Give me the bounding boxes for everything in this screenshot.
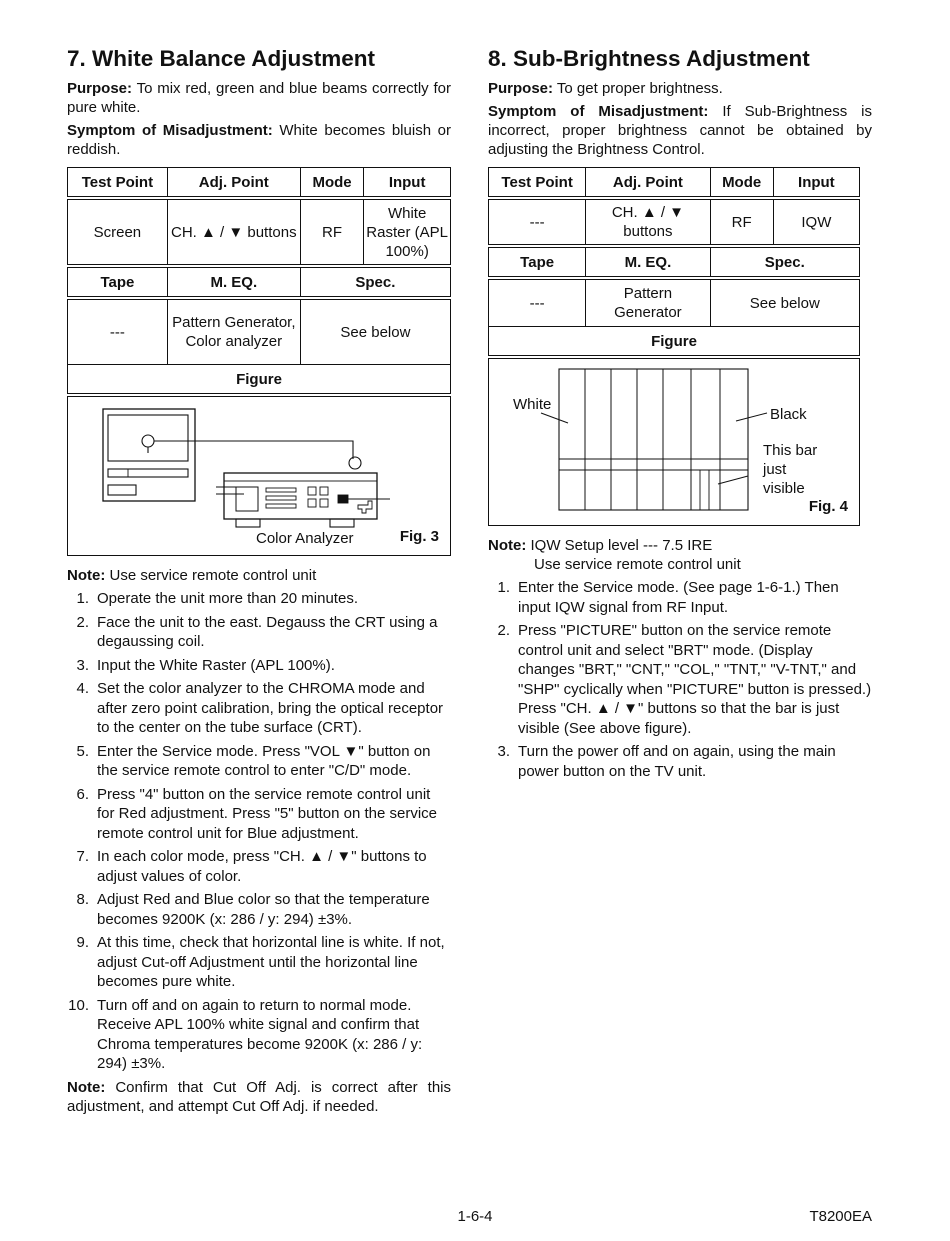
note-text: Use service remote control unit: [534, 556, 741, 574]
section-white-balance: [67, 44, 451, 1120]
purpose-label: Purpose:: [488, 80, 554, 98]
step-text: Enter the Service mode. (See page 1-6-1.) Then input IQW signal from RF Input.: [518, 579, 839, 616]
section-sub-brightness: [488, 44, 872, 785]
list-item: [67, 890, 451, 929]
step-text: Face the unit to the east. Degauss the CRT using a degaussing coil.: [97, 613, 438, 651]
header-figure: Figure: [68, 365, 451, 396]
step-number: 5.: [76, 742, 89, 760]
step-text: Enter the Service mode. Press "VOL ▼" button on the service remote control to enter "C/D" mode.: [97, 742, 431, 780]
step-text: Turn off and on again to return to normal mode. Receive APL 100% white signal and confirm that Chroma temperatures become 9200K (x: 286 / y: 294) ±3%.: [97, 996, 423, 1073]
symptom-label: Symptom of Misadjustment:: [67, 122, 273, 140]
cell-spec: See below: [300, 298, 450, 365]
cell-mode: RF: [710, 198, 773, 246]
section-title: 7. White Balance Adjustment: [67, 46, 375, 71]
note-final: [67, 1078, 451, 1116]
page-number: 1-6-4: [457, 1208, 493, 1225]
color-analyzer-figure: [68, 397, 448, 555]
cell-test-point: Screen: [68, 198, 168, 266]
procedure-list: [488, 578, 872, 781]
figure-cell: [489, 357, 860, 526]
step-number: 3.: [497, 743, 510, 761]
color-analyzer-device: [224, 473, 377, 519]
step-number: 1.: [497, 579, 510, 597]
step-text: Input the White Raster (APL 100%).: [97, 656, 335, 674]
figure-cell: [68, 395, 451, 556]
tv-cabinet: [103, 409, 195, 501]
probe-cable: [154, 441, 353, 459]
header-adj-point: Adj. Point: [167, 168, 300, 199]
label-black: Black: [770, 406, 807, 424]
step-number: 2.: [76, 613, 89, 631]
header-meq: M. EQ.: [586, 246, 710, 278]
header-mode: Mode: [710, 168, 773, 199]
optical-receptor-icon: [142, 435, 154, 447]
section-title: 8. Sub-Brightness Adjustment: [488, 46, 810, 71]
list-item: [488, 742, 872, 781]
header-input: Input: [773, 168, 859, 199]
list-item: [67, 589, 451, 609]
step-text: Press "4" button on the service remote control unit for Red adjustment. Press "5" button on the service remote control unit for Blue adjustment.: [97, 785, 437, 842]
procedure-list: [67, 589, 451, 1074]
header-adj-point: Adj. Point: [586, 168, 710, 199]
header-mode: Mode: [300, 168, 363, 199]
tv-panel: [108, 485, 136, 495]
cell-adj-point: CH. ▲ / ▼ buttons: [586, 198, 710, 246]
step-text: Turn the power off and on again, using the main power button on the TV unit.: [518, 743, 836, 780]
note-text: Confirm that Cut Off Adj. is correct after this adjustment, and attempt Cut Off Adj. if needed.: [67, 1078, 452, 1115]
step-number: 7.: [76, 848, 89, 866]
header-tape: Tape: [68, 266, 168, 298]
tv-vcr-slot: [108, 469, 188, 477]
cell-tape: ---: [68, 298, 168, 365]
step-number: 6.: [76, 785, 89, 803]
header-input: Input: [364, 168, 451, 199]
step-text: At this time, check that horizontal line is white. If not, adjust Cut-off Adjustment until the horizontal line becomes pure white.: [97, 934, 445, 991]
header-meq: M. EQ.: [167, 266, 300, 298]
note: [67, 566, 451, 585]
figure-caption: Color Analyzer: [256, 530, 354, 548]
symptom-text: If Sub-Brightness is incorrect, proper brightness cannot be obtained by adjusting the Brightness Control.: [488, 103, 872, 159]
brightness-bar-figure: [489, 359, 859, 525]
figure-label: Fig. 3: [399, 528, 439, 546]
list-item: [67, 656, 451, 676]
step-number: 1.: [76, 590, 89, 608]
header-spec: Spec.: [300, 266, 450, 298]
note-label: Note:: [67, 567, 106, 585]
note-text: Use service remote control unit: [109, 567, 317, 585]
list-item: [67, 679, 451, 738]
list-item: [67, 785, 451, 844]
list-item: [67, 933, 451, 992]
purpose-paragraph: [488, 79, 872, 98]
label-bar-3: visible: [763, 480, 805, 498]
step-number: 2.: [497, 622, 510, 640]
cell-meq: Pattern Generator: [586, 278, 710, 327]
list-item: [488, 621, 872, 738]
step-number: 4.: [76, 680, 89, 698]
step-text: Adjust Red and Blue color so that the temperature becomes 9200K (x: 286 / y: 294) ±3%.: [97, 891, 430, 928]
cell-spec: See below: [710, 278, 859, 327]
cell-test-point: ---: [489, 198, 586, 246]
purpose-text: To get proper brightness.: [556, 80, 723, 98]
note: [488, 536, 872, 574]
note-label: Note:: [488, 537, 527, 555]
step-number: 3.: [76, 656, 89, 674]
step-number: 9.: [76, 934, 89, 952]
cell-tape: ---: [489, 278, 586, 327]
header-test-point: Test Point: [489, 168, 586, 199]
label-white: White: [513, 396, 552, 414]
header-tape: Tape: [489, 246, 586, 278]
label-bar-1: This bar: [763, 442, 818, 460]
step-text: Operate the unit more than 20 minutes.: [97, 590, 358, 608]
model-number: T8200EA: [809, 1208, 872, 1225]
label-bar-2: just: [763, 461, 787, 479]
header-spec: Spec.: [710, 246, 859, 278]
cell-input: White Raster (APL 100%): [364, 198, 451, 266]
adjustment-table: [488, 167, 860, 526]
note-label: Note:: [67, 1078, 106, 1096]
tv-screen: [108, 415, 188, 461]
symptom-text: White becomes bluish or reddish.: [67, 122, 451, 159]
list-item: [67, 613, 451, 652]
cell-mode: RF: [300, 198, 363, 266]
symptom-paragraph: [488, 102, 872, 159]
header-figure: Figure: [489, 327, 860, 358]
purpose-label: Purpose:: [67, 80, 133, 98]
list-item: [67, 996, 451, 1074]
step-number: 10.: [68, 996, 89, 1014]
note-text: IQW Setup level --- 7.5 IRE: [530, 537, 713, 555]
list-item: [67, 742, 451, 781]
list-item: [488, 578, 872, 617]
figure-label: Fig. 4: [808, 498, 848, 516]
step-text: Press "PICTURE" button on the service remote control unit and select "BRT" mode. (Display changes "BRT," "CNT," "COL," "TNT," "V-TNT," and "SHP" cyclically when "PICTURE" button is pressed.) Press "CH. ▲ / ▼" buttons so that the bar is just visible (See above figure).: [518, 622, 872, 737]
purpose-paragraph: [67, 79, 451, 117]
step-text: Set the color analyzer to the CHROMA mode and after zero point calibration, bring the optical receptor to the center on the tube surface (CRT).: [97, 680, 444, 737]
cell-input: IQW: [773, 198, 859, 246]
cell-adj-point: CH. ▲ / ▼ buttons: [167, 198, 300, 266]
symptom-paragraph: [67, 121, 451, 159]
cell-meq: Pattern Generator, Color analyzer: [167, 298, 300, 365]
adjustment-table: [67, 167, 451, 556]
header-test-point: Test Point: [68, 168, 168, 199]
purpose-text: To mix red, green and blue beams correctly for pure white.: [67, 80, 451, 117]
symptom-label: Symptom of Misadjustment:: [488, 103, 709, 121]
list-item: [67, 847, 451, 886]
step-text: In each color mode, press "CH. ▲ / ▼" buttons to adjust values of color.: [97, 848, 427, 885]
step-number: 8.: [76, 891, 89, 909]
